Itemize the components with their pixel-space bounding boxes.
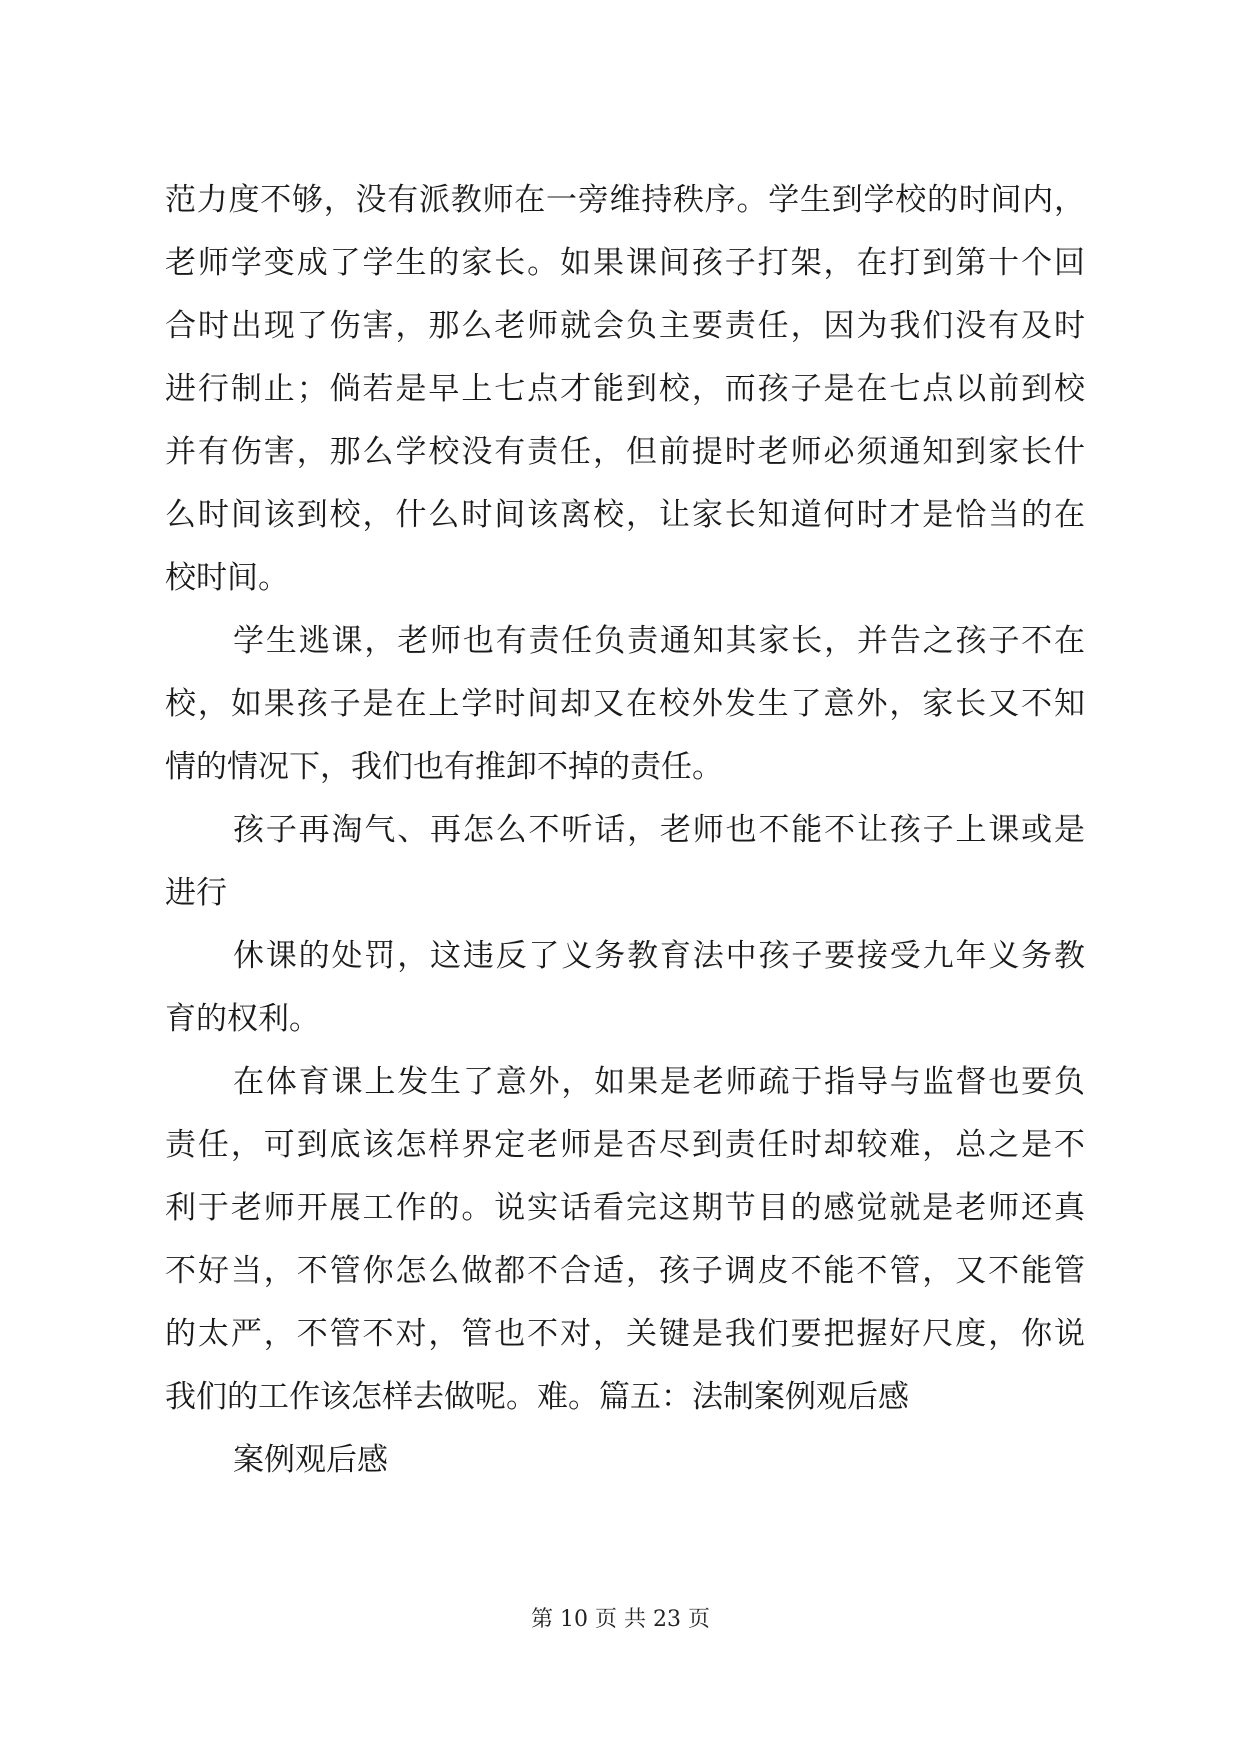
text-line: 的太严，不管不对，管也不对，关键是我们要把握好尺度，你说 <box>165 1316 1085 1352</box>
paragraph-first-line: 学生逃课，老师也有责任负责通知其家长，并告之孩子不在 <box>233 623 1085 659</box>
text-line: 责任，可到底该怎样界定老师是否尽到责任时却较难，总之是不 <box>165 1127 1085 1163</box>
text-line: 进行制止；倘若是早上七点才能到校，而孩子是在七点以前到校 <box>165 371 1085 407</box>
paragraph-first-line: 孩子再淘气、再怎么不听话，老师也不能不让孩子上课或是 <box>233 812 1085 848</box>
text-line: 我们的工作该怎样去做呢。难。篇五：法制案例观后感 <box>165 1379 909 1415</box>
text-line: 进行 <box>165 875 227 911</box>
text-line: 育的权利。 <box>165 1001 320 1037</box>
text-line: 范力度不够，没有派教师在一旁维持秩序。学生到学校的时间内， <box>165 182 1085 218</box>
text-line: 不好当，不管你怎么做都不合适，孩子调皮不能不管，又不能管 <box>165 1253 1085 1289</box>
page-footer: 第 10 页 共 23 页 <box>531 1607 710 1632</box>
paragraph-first-line: 案例观后感 <box>233 1442 388 1478</box>
paragraph-first-line: 休课的处罚，这违反了义务教育法中孩子要接受九年义务教 <box>233 938 1085 974</box>
text-line: 并有伤害，那么学校没有责任，但前提时老师必须通知到家长什 <box>165 434 1085 470</box>
text-line: 校，如果孩子是在上学时间却又在校外发生了意外，家长又不知 <box>165 686 1085 722</box>
text-line: 么时间该到校，什么时间该离校，让家长知道何时才是恰当的在 <box>165 497 1085 533</box>
text-line: 合时出现了伤害，那么老师就会负主要责任，因为我们没有及时 <box>165 308 1085 344</box>
text-line: 情的情况下，我们也有推卸不掉的责任。 <box>165 749 723 785</box>
text-line: 利于老师开展工作的。说实话看完这期节目的感觉就是老师还真 <box>165 1190 1085 1226</box>
paragraph-first-line: 在体育课上发生了意外，如果是老师疏于指导与监督也要负 <box>233 1064 1085 1100</box>
text-line: 校时间。 <box>165 560 289 596</box>
text-line: 老师学变成了学生的家长。如果课间孩子打架，在打到第十个回 <box>165 245 1085 281</box>
